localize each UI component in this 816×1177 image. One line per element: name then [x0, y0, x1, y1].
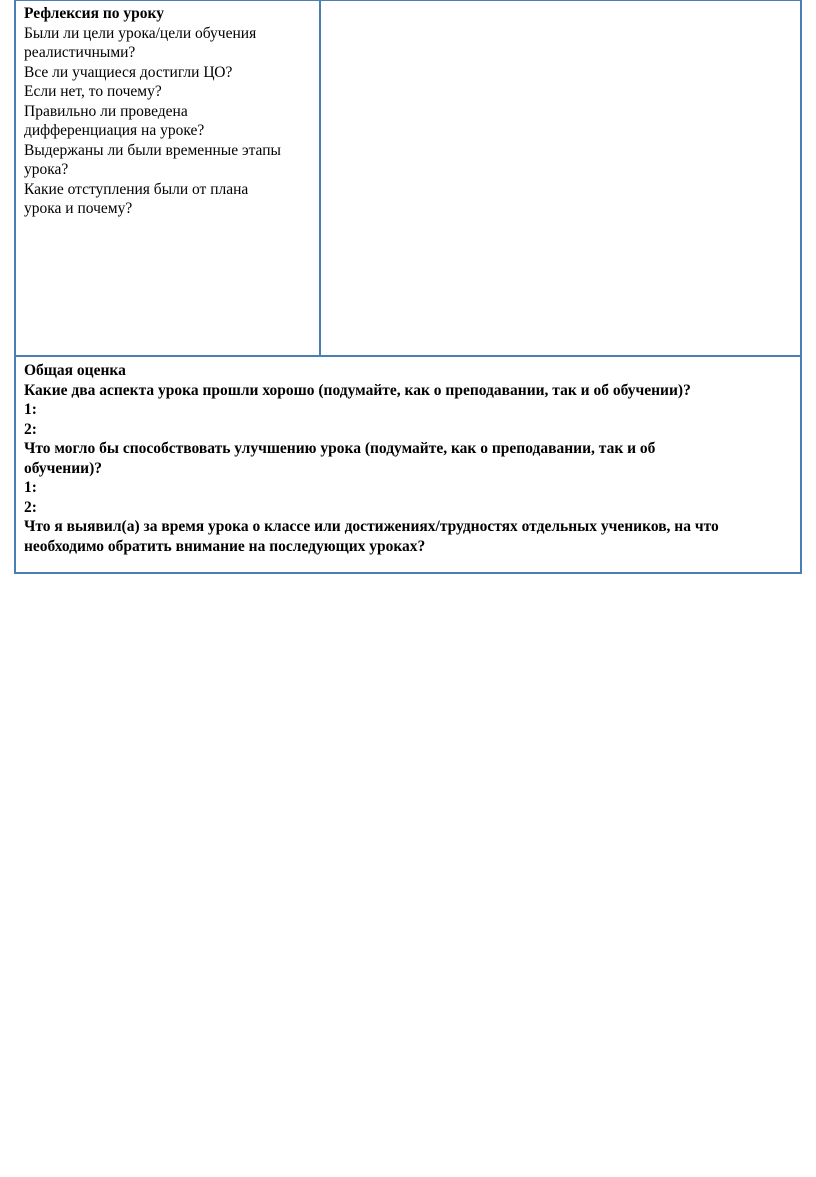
overall-assessment-cell[interactable] [16, 357, 800, 572]
reflection-question-line: дифференциация на уроке? [24, 122, 205, 139]
overall-answer-number: 2: [24, 420, 37, 438]
reflection-row [16, 1, 800, 357]
reflection-question-line: Если нет, то почему? [24, 83, 162, 100]
reflection-question-line: Правильно ли проведена [24, 102, 188, 120]
reflection-question-line: Все ли учащиеся достигли ЦО? [24, 63, 233, 81]
overall-title: Общая оценка [24, 362, 126, 379]
overall-question-line: Какие два аспекта урока прошли хорошо (подумайте, как о преподавании, так и об обучении)? [24, 381, 691, 399]
reflection-answer-cell[interactable] [321, 1, 800, 355]
reflection-question-line: урока? [24, 161, 69, 178]
reflection-question-line: реалистичными? [24, 44, 136, 61]
reflection-questions-cell [16, 1, 321, 355]
reflection-question-line: Были ли цели урока/цели обучения [24, 24, 257, 42]
overall-answer-number: 1: [24, 401, 37, 418]
reflection-title: Рефлексия по уроку [24, 5, 164, 22]
reflection-question-line: Какие отступления были от плана [24, 180, 249, 198]
overall-answer-number: 2: [24, 498, 37, 516]
reflection-question-line: урока и почему? [24, 200, 133, 217]
reflection-question-line: Выдержаны ли были временные этапы [24, 141, 281, 159]
overall-question-line: Что могло бы способствовать улучшению урока (подумайте, как о преподавании, так и об [24, 440, 656, 457]
overall-question-line: обучении)? [24, 459, 102, 477]
overall-question-line: необходимо обратить внимание на последующих уроках? [24, 537, 426, 555]
reflection-table [14, 0, 802, 574]
overall-question-line: Что я выявил(а) за время урока о классе или достижениях/трудностях отдельных учеников, на что [24, 518, 719, 535]
overall-answer-number: 1: [24, 479, 37, 496]
